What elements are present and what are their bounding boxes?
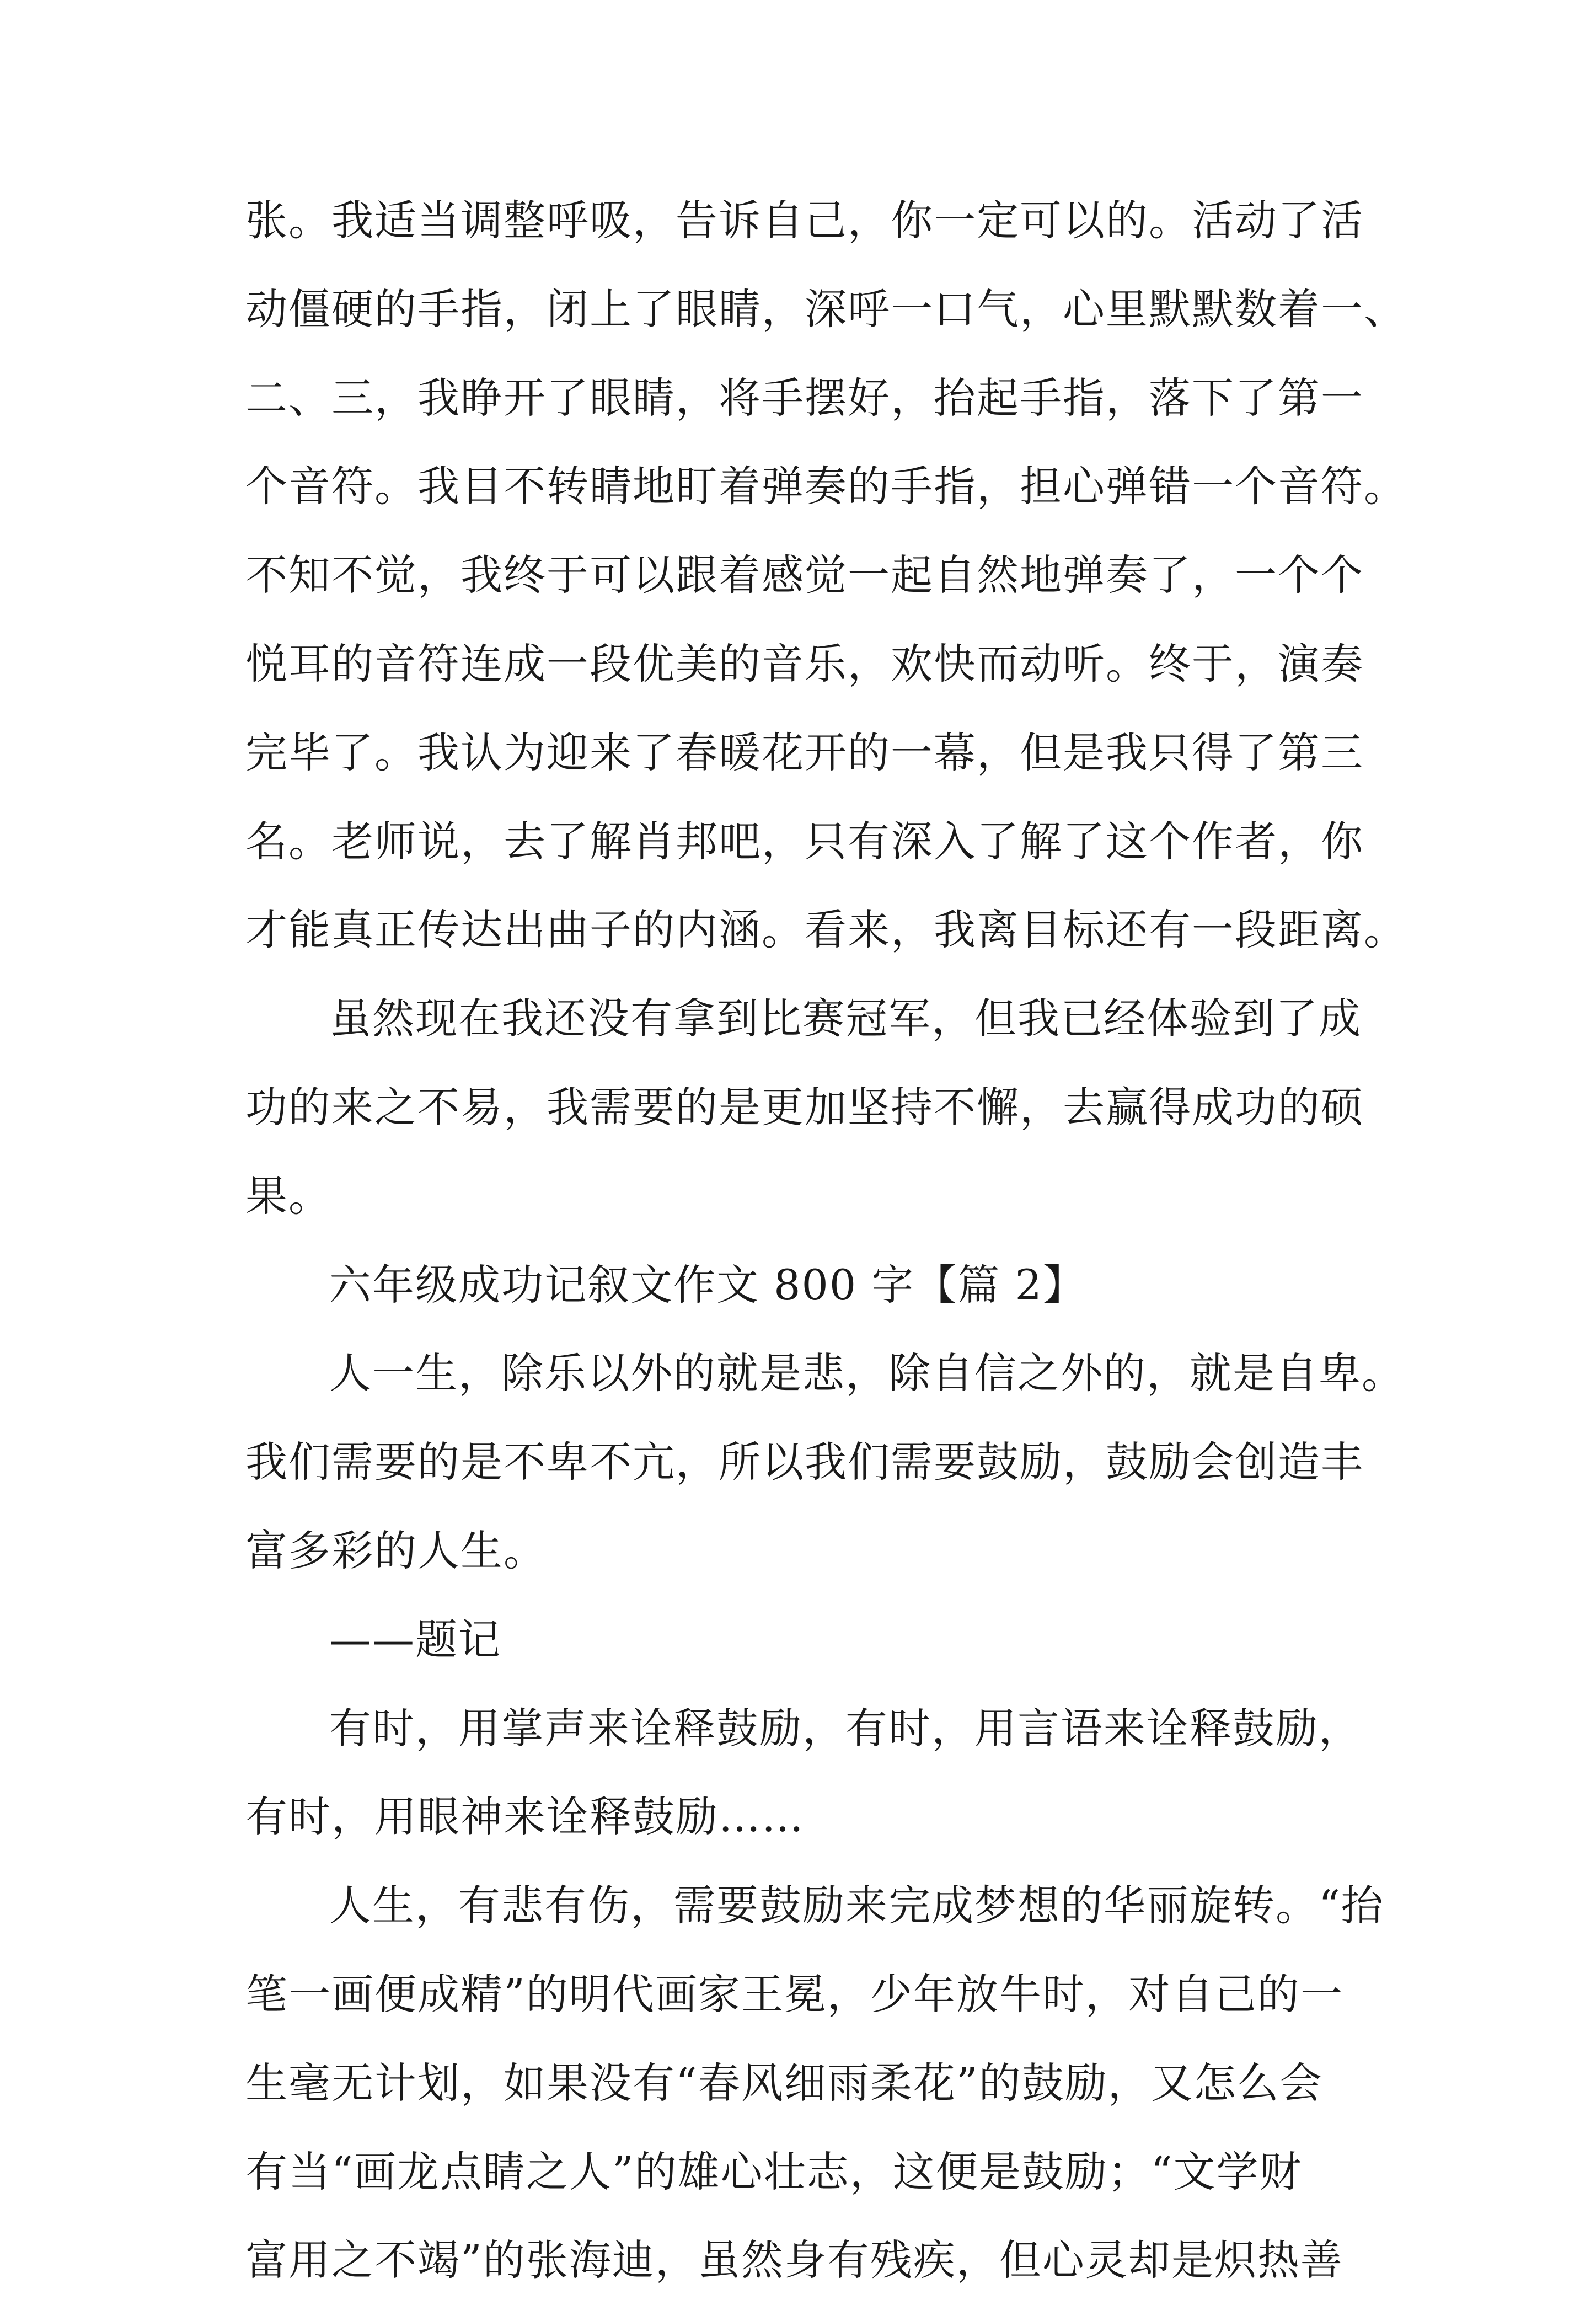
epigraph-attribution: ——题记 [329, 1614, 501, 1664]
paragraph-first-line: 有时，用掌声来诠释鼓励，有时，用言语来诠释鼓励， [329, 1703, 1362, 1753]
text-line: 笔一画便成精”的明代画家王冕，少年放牛时，对自己的一 [245, 1969, 1343, 2019]
text-line: 才能真正传达出曲子的内涵。看来，我离目标还有一段距离。 [245, 905, 1407, 955]
text-line: 生毫无计划，如果没有“春风细雨柔花”的鼓励，又怎么会 [245, 2058, 1323, 2108]
paragraph-first-line: 人生，有悲有伤，需要鼓励来完成梦想的华丽旋转。“抬 [329, 1881, 1384, 1930]
text-line: 动僵硬的手指，闭上了眼睛，深呼一口气，心里默默数着一、 [245, 284, 1407, 334]
text-line: 不知不觉，我终于可以跟着感觉一起自然地弹奏了，一个个 [245, 550, 1364, 600]
text-line: 二、三，我睁开了眼睛，将手摆好，抬起手指，落下了第一 [245, 373, 1364, 423]
text-line: 有当“画龙点睛之人”的雄心壮志，这便是鼓励；“文学财 [245, 2147, 1303, 2196]
paragraph-first-line: 虽然现在我还没有拿到比赛冠军，但我已经体验到了成 [329, 994, 1362, 1044]
body-text [245, 177, 1407, 2305]
text-line: 富多彩的人生。 [245, 1526, 547, 1575]
text-line: 悦耳的音符连成一段优美的音乐，欢快而动听。终于，演奏 [245, 639, 1364, 688]
paragraph-first-line: 人一生，除乐以外的就是悲，除自信之外的，就是自卑。 [329, 1349, 1405, 1398]
text-line: 个音符。我目不转睛地盯着弹奏的手指，担心弹错一个音符。 [245, 462, 1407, 511]
text-line: 富用之不竭”的张海迪，虽然身有残疾，但心灵却是炽热善 [245, 2236, 1343, 2285]
text-line: 果。 [245, 1171, 331, 1221]
text-line: 张。我适当调整呼吸，告诉自己，你一定可以的。活动了活 [245, 196, 1364, 245]
text-line: 功的来之不易，我需要的是更加坚持不懈，去赢得成功的硕 [245, 1082, 1364, 1132]
text-line: 我们需要的是不卑不亢，所以我们需要鼓励，鼓励会创造丰 [245, 1437, 1364, 1487]
text-line: 完毕了。我认为迎来了春暖花开的一幕，但是我只得了第三 [245, 728, 1364, 777]
text-line: 名。老师说，去了解肖邦吧，只有深入了解了这个作者，你 [245, 816, 1364, 866]
section-heading: 六年级成功记叙文作文 800 字【篇 2】 [329, 1260, 1086, 1309]
text-line: 有时，用眼神来诠释鼓励…… [245, 1792, 805, 1842]
